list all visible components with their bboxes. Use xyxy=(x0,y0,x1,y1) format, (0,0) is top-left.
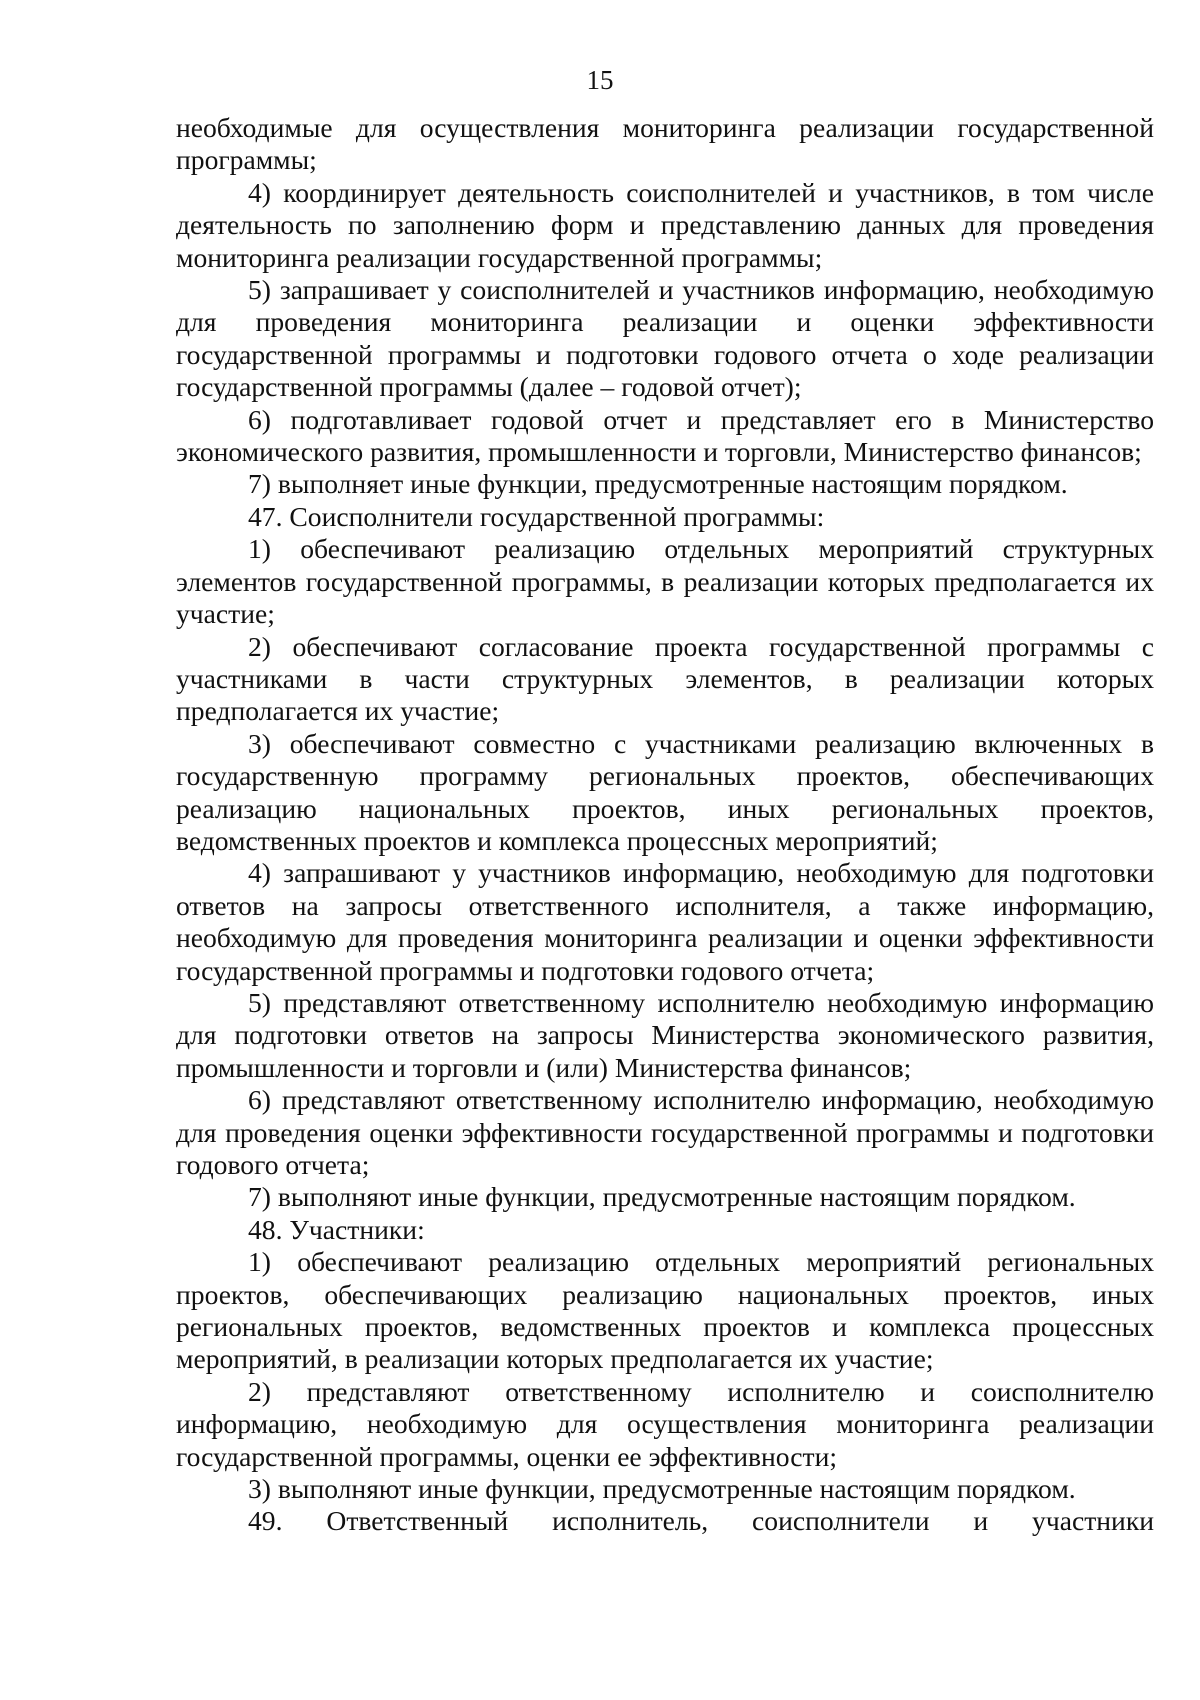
paragraph-item-6: 6) подготавливает годовой отчет и представляет его в Министерство экономического развития, промышленности и торговли, Министерство финансов; xyxy=(176,403,1154,468)
paragraph-item-5: 5) запрашивает у соисполнителей и участников информацию, необходимую для проведения мониторинга реализации и оценки эффективности государственной программы и подготовки годового отчета о ходе реализации государственной программы (далее – годовой отчет); xyxy=(176,274,1154,403)
paragraph-47-item-6: 6) представляют ответственному исполнителю информацию, необходимую для проведения оценки эффективности государственной программы и подготовки годового отчета; xyxy=(176,1084,1154,1180)
paragraph-item-4: 4) координирует деятельность соисполнителей и участников, в том числе деятельность по заполнению форм и представлению данных для проведения мониторинга реализации государственной программы; xyxy=(176,176,1154,273)
paragraph-47-item-5: 5) представляют ответственному исполнителю необходимую информацию для подготовки ответов на запросы Министерства экономического развития, промышленности и торговли и (или) Министерства финансов; xyxy=(176,986,1154,1083)
paragraph-continuation: необходимые для осуществления мониторинга реализации государственной программы; xyxy=(176,112,1154,176)
paragraph-47-item-3: 3) обеспечивают совместно с участниками реализацию включенных в государственную программу региональных проектов, обеспечивающих реализацию национальных проектов, иных региональных проектов, ведомственных проектов и комплекса процессных мероприятий; xyxy=(176,727,1154,856)
paragraph-47-item-4: 4) запрашивают у участников информацию, необходимую для подготовки ответов на запросы ответственного исполнителя, а также информацию, необходимую для проведения мониторинга реализации и оценки эффективности государственной программы и подготовки годового отчета; xyxy=(176,857,1154,986)
paragraph-47-item-7: 7) выполняют иные функции, предусмотренные настоящим порядком. xyxy=(248,1181,1076,1213)
section-49-heading: 49. Ответственный исполнитель, соисполнители и участники xyxy=(248,1505,1154,1537)
page-number: 15 xyxy=(586,65,614,95)
paragraph-48-item-3: 3) выполняют иные функции, предусмотренные настоящим порядком. xyxy=(248,1473,1076,1505)
paragraph-47-item-2: 2) обеспечивают согласование проекта государственной программы с участниками в части структурных элементов, в реализации которых предполагается их участие; xyxy=(176,630,1154,727)
section-47-heading: 47. Соисполнители государственной программы: xyxy=(248,500,825,532)
paragraph-48-item-1: 1) обеспечивают реализацию отдельных мероприятий региональных проектов, обеспечивающих реализацию национальных проектов, иных региональных проектов, ведомственных проектов и комплекса процессных мероприятий, в реализации которых предполагается их участие; xyxy=(176,1246,1154,1375)
document-body xyxy=(176,112,1154,1538)
section-48-heading: 48. Участники: xyxy=(248,1213,425,1245)
paragraph-48-item-2: 2) представляют ответственному исполнителю и соисполнителю информацию, необходимую для осуществления мониторинга реализации государственной программы, оценки ее эффективности; xyxy=(176,1375,1154,1472)
paragraph-47-item-1: 1) обеспечивают реализацию отдельных мероприятий структурных элементов государственной программы, в реализации которых предполагается их участие; xyxy=(176,533,1154,630)
paragraph-item-7: 7) выполняет иные функции, предусмотренные настоящим порядком. xyxy=(248,468,1068,500)
